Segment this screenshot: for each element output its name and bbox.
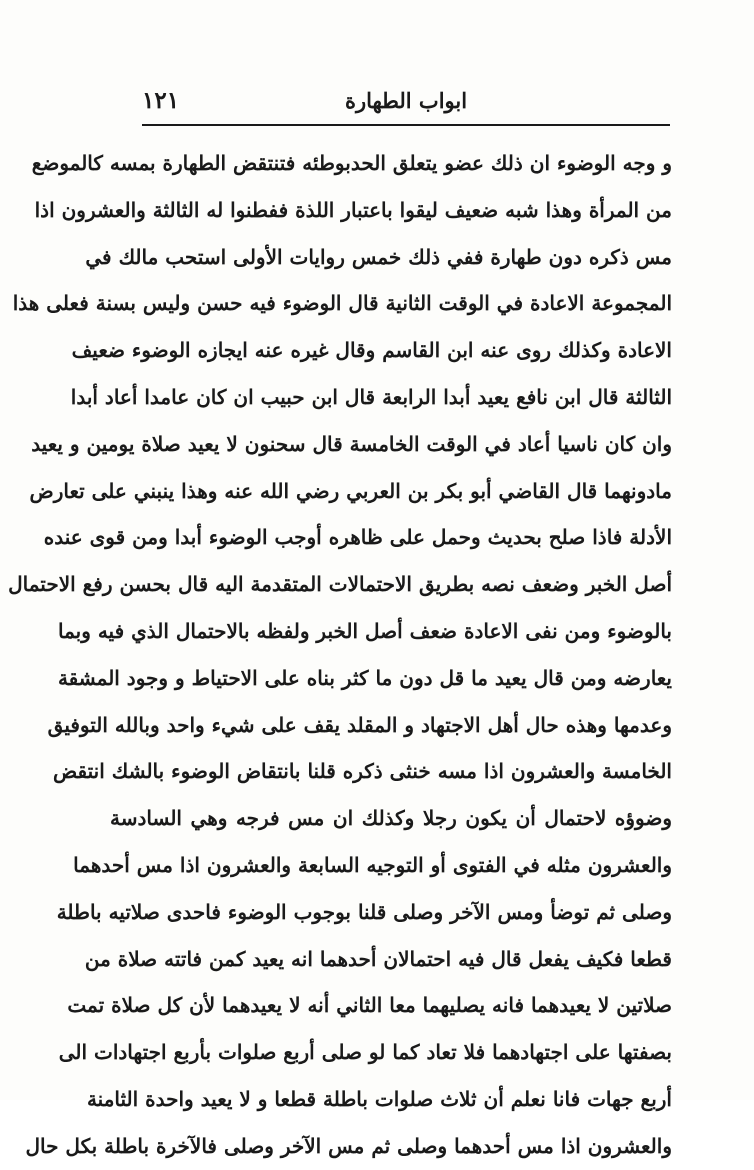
text-line: صلاتين لا يعيدهما فانه يصليهما معا الثاني أنه لا يعيدهما لأن كل صلاة تمت bbox=[67, 993, 672, 1018]
text-line: قطعا فكيف يفعل قال فيه احتمالان أحدهما انه يعيد كمن فاتته صلاة من bbox=[84, 946, 672, 971]
text-line: الاعادة وكذلك روى عنه ابن القاسم وقال غيره عنه ايجازه الوضوء ضعيف bbox=[71, 338, 672, 363]
text-line: وضوؤه لاحتمال أن يكون رجلا وكذلك ان مس فرجه وهي السادسة bbox=[110, 806, 673, 831]
running-title: ابواب الطهارة bbox=[344, 88, 468, 113]
page-header bbox=[142, 84, 670, 118]
text-line: الأدلة فاذا صلح بحديث وحمل على ظاهره أوجب الوضوء أبدا ومن قوى عنده bbox=[43, 525, 672, 550]
text-line: مس ذكره دون طهارة ففي ذلك خمس روايات الأولى استحب مالك في bbox=[85, 244, 672, 269]
text-line: و وجه الوضوء ان ذلك عضو يتعلق الحدبوطئه فتنتقض الطهارة بمسه كالموضع bbox=[31, 151, 672, 175]
text-line: والعشرون مثله في الفتوى أو التوجيه السابعة والعشرون اذا مس أحدهما bbox=[73, 852, 672, 877]
text-line: الخامسة والعشرون اذا مسه خنثى ذكره قلنا بانتقاض الوضوء بالشك انتقض bbox=[53, 759, 672, 784]
body-text bbox=[8, 140, 673, 1170]
text-line: بالوضوء ومن نفى الاعادة ضعف أصل الخبر ولفظه بالاحتمال الذي فيه وبما bbox=[57, 618, 672, 643]
text-line: وصلى ثم توضأ ومس الآخر وصلى قلنا بوجوب الوضوء فاحدى صلاتيه باطلة bbox=[56, 899, 672, 924]
header-rule bbox=[142, 124, 670, 126]
text-line: الثالثة قال ابن نافع يعيد أبدا الرابعة قال ابن حبيب ان كان عامدا أعاد أبدا bbox=[70, 384, 672, 409]
text-line: أربع جهات فانا نعلم أن ثلاث صلوات باطلة قطعا و لا يعيد واحدة الثامنة bbox=[86, 1086, 672, 1111]
text-line: أصل الخبر وضعف نصه بطريق الاحتمالات المتقدمة اليه قال بحسن رفع الاحتمال bbox=[8, 572, 672, 597]
text-line: بصفتها على اجتهادهما فلا تعاد كما لو صلى أربع صلوات بأربع اجتهادات الى bbox=[58, 1040, 672, 1065]
text-line: من المرأة وهذا شبه ضعيف ليقوا باعتبار اللذة ففطنوا له الثالثة والعشرون اذا bbox=[34, 197, 672, 222]
text-line: المجموعة الاعادة في الوقت الثانية قال الوضوء فيه حسن وليس بسنة فعلى هذا bbox=[12, 291, 672, 316]
text-line: وعدمها وهذه حال أهل الاجتهاد و المقلد يقف على شيء واحد وبالله التوفيق bbox=[47, 712, 672, 737]
page-number: ١٢١ bbox=[142, 87, 180, 114]
text-line: وان كان ناسيا أعاد في الوقت الخامسة قال سحنون لا يعيد صلاة يومين و يعيد bbox=[31, 431, 672, 456]
text-line: يعارضه ومن قال يعيد ما قل دون ما كثر بناه على الاحتياط و وجود المشقة bbox=[57, 665, 672, 690]
text-line: والعشرون اذا مس أحدهما وصلى ثم مس الآخر وصلى فالآخرة باطلة بكل حال bbox=[25, 1133, 672, 1158]
text-line: مادونهما قال القاضي أبو بكر بن العربي رضي الله عنه وهذا ينبني على تعارض bbox=[29, 478, 672, 503]
